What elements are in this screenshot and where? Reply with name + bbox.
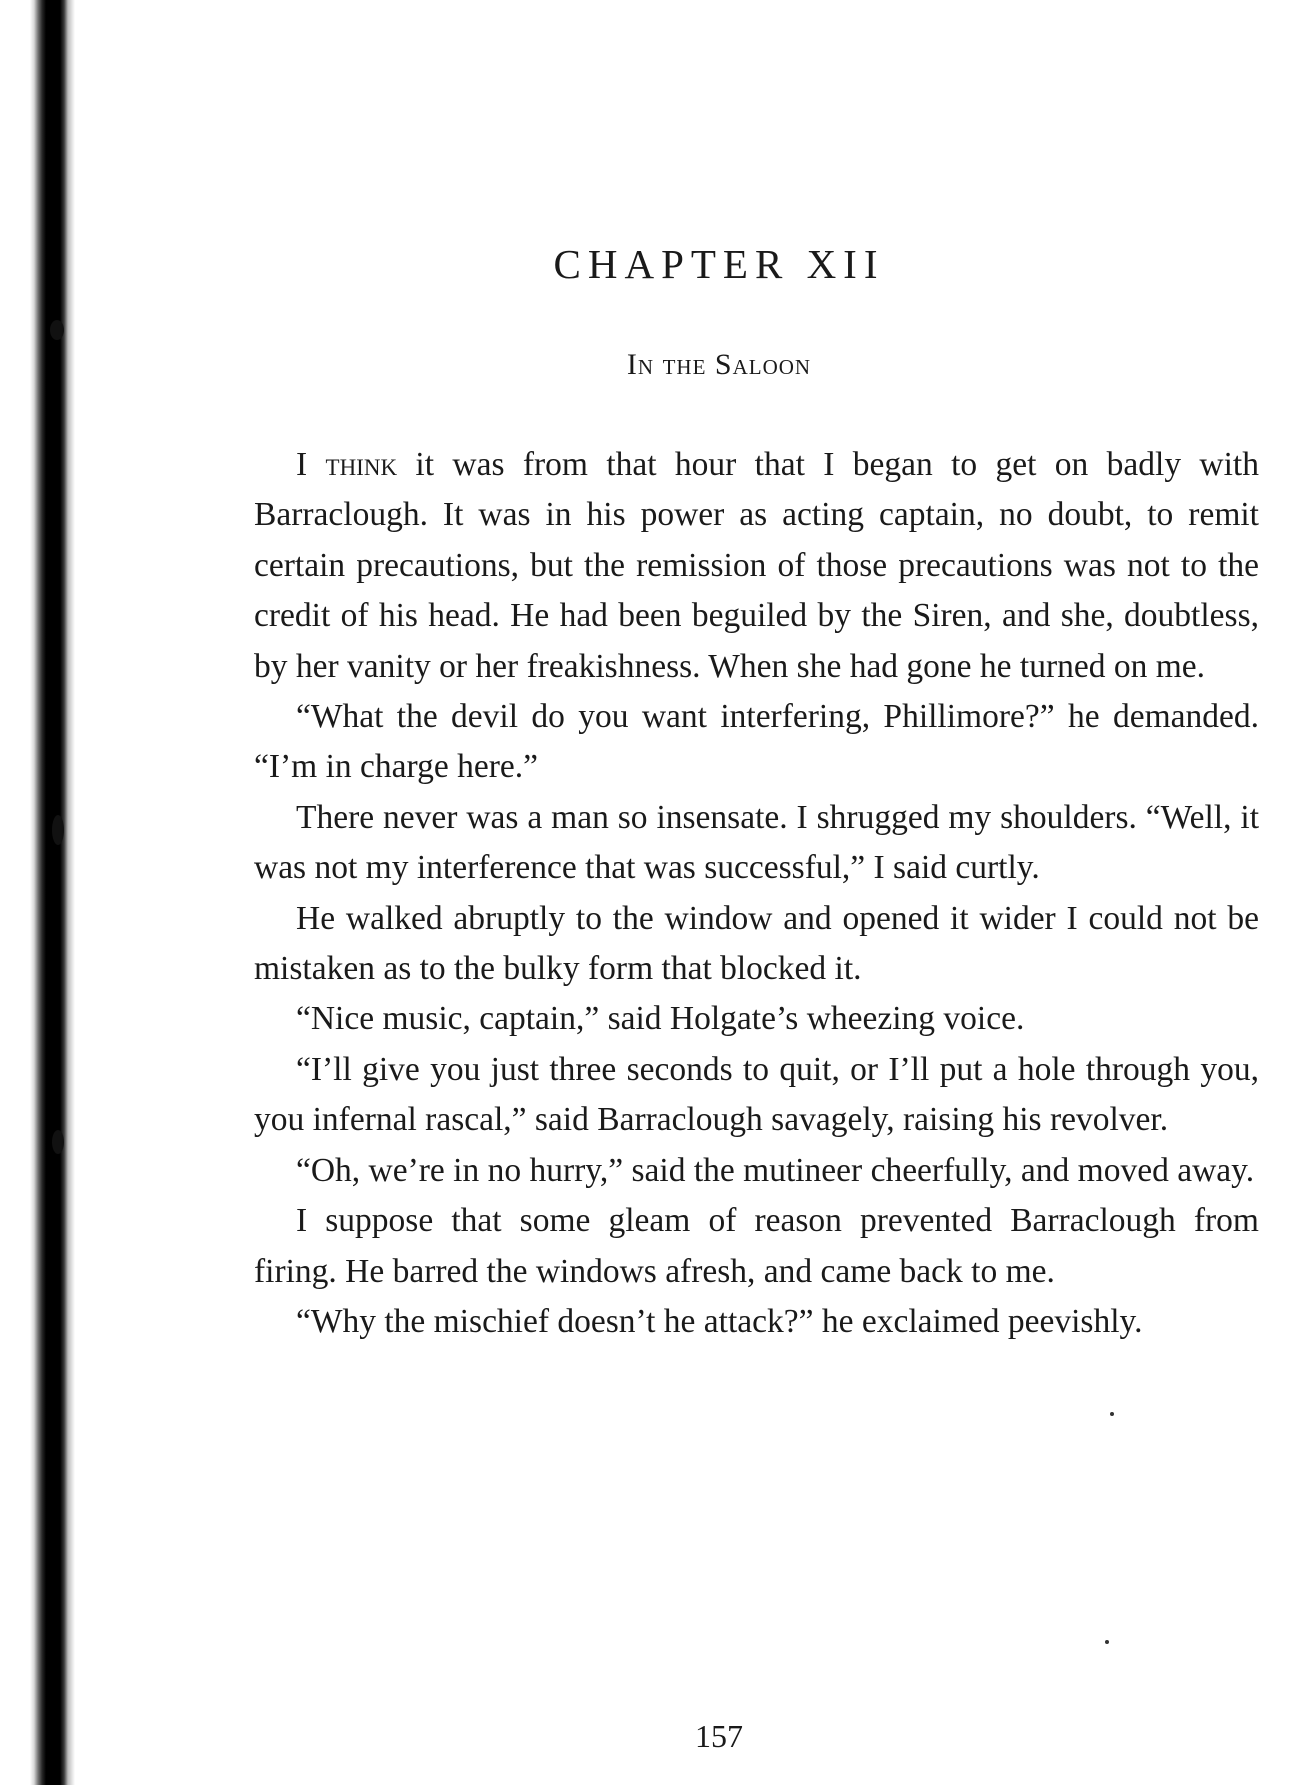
paragraph: He walked abruptly to the window and opened it wider I could not be mistaken as to the bulky form that blocked it. — [254, 899, 1259, 988]
body-text — [254, 440, 1259, 1347]
paragraph: “What the devil do you want interfering, Phillimore?” he demanded. “I’m in charge here.” — [254, 698, 1259, 786]
scan-speck — [1110, 1412, 1114, 1416]
paragraph: I suppose that some gleam of reason prevented Barraclough from firing. He barred the windows afresh, and came back to me. — [254, 1202, 1259, 1290]
paragraph: “Nice music, captain,” said Holgate’s wheezing voice. — [296, 1000, 1025, 1038]
paragraph: There never was a man so insensate. I shrugged my shoulders. “Well, it was not my interference that was successful,” I said curtly. — [254, 798, 1259, 887]
paragraph-lead-smallcaps: think — [325, 446, 398, 483]
scan-speck — [1105, 1640, 1109, 1644]
gutter-speck — [52, 1130, 64, 1154]
paragraph: “I’ll give you just three seconds to quit, or I’ll put a hole through you, you infernal rascal,” said Barraclough savagely, raising his revolver. — [254, 1050, 1259, 1139]
page-number: 157 — [695, 1718, 743, 1754]
paragraph: “Oh, we’re in no hurry,” said the mutineer cheerfully, and moved away. — [296, 1151, 1255, 1189]
chapter-title: CHAPTER XII — [553, 241, 885, 287]
gutter-speck — [50, 320, 64, 340]
chapter-subtitle: In the Saloon — [626, 348, 812, 381]
gutter-speck — [52, 815, 64, 845]
paragraph-lead: I — [296, 446, 326, 483]
paragraph: “Why the mischief doesn’t he attack?” he exclaimed peevishly. — [296, 1302, 1143, 1340]
paragraph — [254, 440, 1259, 692]
paragraph-text: it was from that hour that I began to get on badly with Barraclough. It was in his power as acting captain, no doubt, to remit certain precautions, but the remission of those precautions was not to the credit of his head. He had been beguiled by the Siren, and she, doubtless, by her vanity or her freakishness. When she had gone he turned on me. — [254, 446, 1259, 685]
